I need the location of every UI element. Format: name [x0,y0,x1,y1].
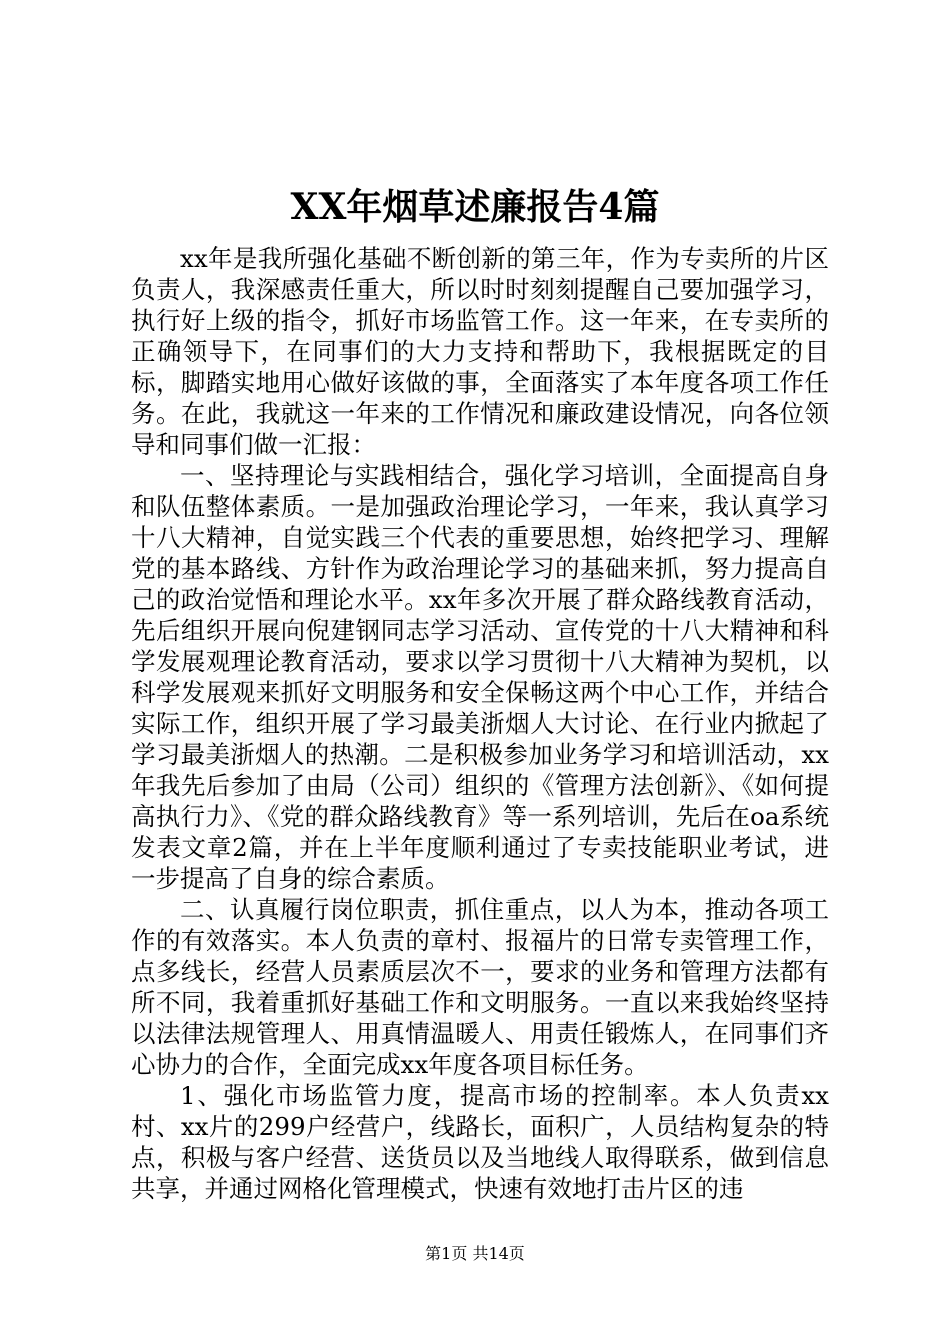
paragraph-section-2: 二、认真履行岗位职责，抓住重点，以人为本，推动各项工作的有效落实。本人负责的章村、报福片的日常专卖管理工作，点多线长，经营人员素质层次不一，要求的业务和管理方法都有所不同，我着重抓好基础工作和文明服务。一直以来我始终坚持以法律法规管理人、用真情温暖人、用责任锻炼人，在同事们齐心协力的合作，全面完成xx年度各项目标任务。 [131,895,829,1079]
paragraph-item-1: 1、强化市场监管力度，提高市场的控制率。本人负责xx村、xx片的299户经营户，线路长，面积广，人员结构复杂的特点，积极与客户经营、送货员以及当地线人取得联系，做到信息共享，并通过网格化管理模式，快速有效地打击片区的违 [131,1081,829,1203]
document-body [131,243,829,1204]
paragraph-section-1: 一、坚持理论与实践相结合，强化学习培训，全面提高自身和队伍整体素质。一是加强政治理论学习，一年来，我认真学习十八大精神，自觉实践三个代表的重要思想，始终把学习、理解党的基本路线、方针作为政治理论学习的基础来抓，努力提高自己的政治觉悟和理论水平。xx年多次开展了群众路线教育活动，先后组织开展向倪建钢同志学习活动、宣传党的十八大精神和科学发展观理论教育活动，要求以学习贯彻十八大精神为契机，以科学发展观来抓好文明服务和安全保畅这两个中心工作，并结合实际工作，组织开展了学习最美浙烟人大讨论、在行业内掀起了学习最美浙烟人的热潮。二是积极参加业务学习和培训活动，xx年我先后参加了由局（公司）组织的《管理方法创新》、《如何提高执行力》、《党的群众路线教育》等一系列培训，先后在oa系统发表文章2篇，并在上半年度顺利通过了专卖技能职业考试，进一步提高了自身的综合素质。 [131,461,829,893]
page-footer: 第1页 共14页 [425,1244,525,1263]
document-title: XX年烟草述廉报告4篇 [290,186,660,228]
paragraph-intro: xx年是我所强化基础不断创新的第三年，作为专卖所的片区负责人，我深感责任重大，所以时时刻刻提醒自己要加强学习，执行好上级的指令，抓好市场监管工作。这一年来，在专卖所的正确领导下，在同事们的大力支持和帮助下，我根据既定的目标，脚踏实地用心做好该做的事，全面落实了本年度各项工作任务。在此，我就这一年来的工作情况和廉政建设情况，向各位领导和同事们做一汇报： [131,244,829,459]
